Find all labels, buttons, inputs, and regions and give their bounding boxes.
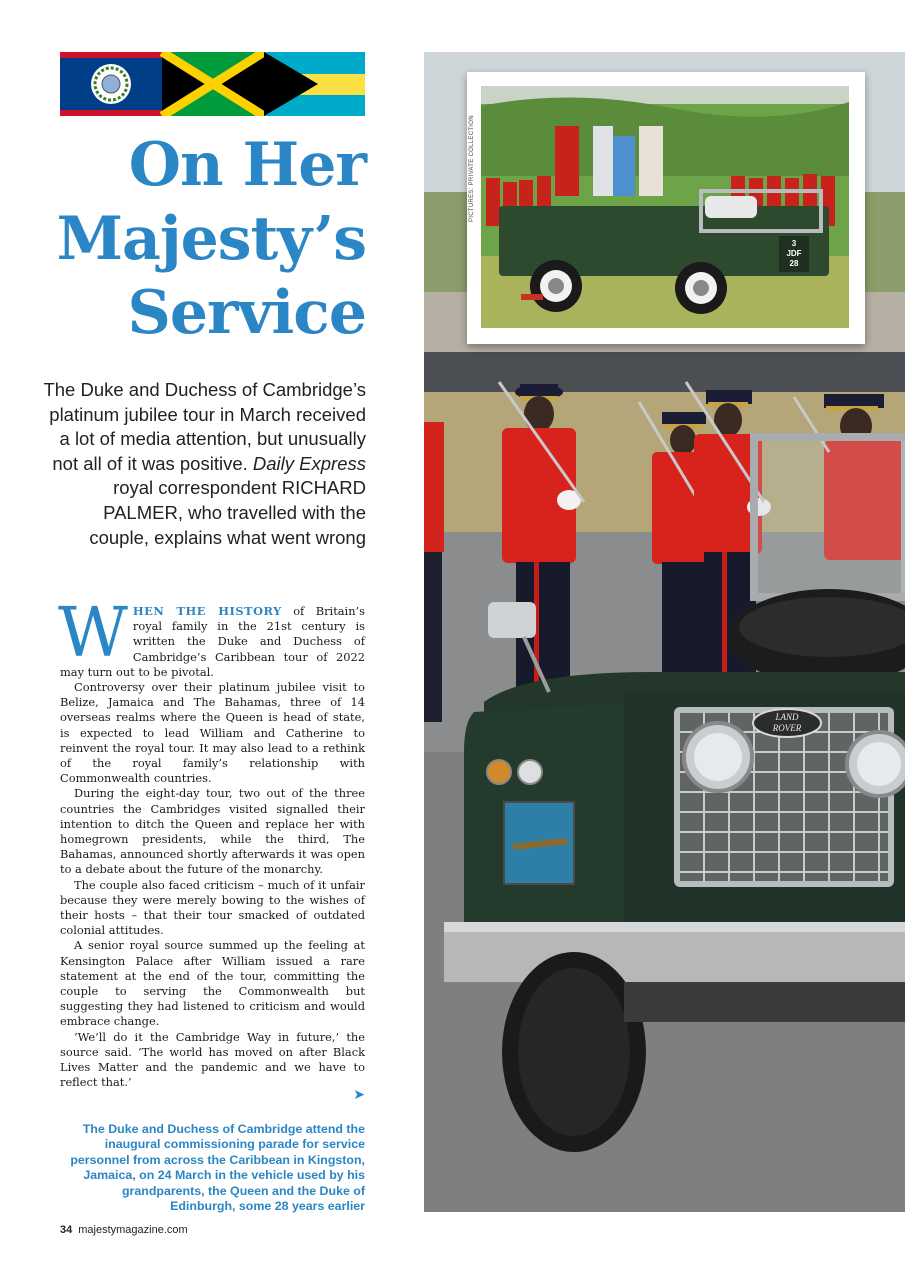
belize-flag <box>60 52 162 116</box>
badge-line-1: LAND <box>775 712 799 722</box>
queen-figure <box>613 136 635 196</box>
standfirst <box>40 378 366 550</box>
soldier-figure <box>424 422 444 722</box>
standfirst-text-1: The Duke and Duchess of Cambridge’s platinum jubilee tour in March received a lot of media attention, but unusually not all of it was positive. <box>43 379 366 474</box>
photo-credit: PICTURES: PRIVATE COLLECTION <box>469 115 475 222</box>
site-url: majestymagazine.com <box>78 1224 188 1236</box>
article-paragraph: During the eight-day tour, two out of the three countries the Cambridges visited signalled their intention to ditch the Queen and replace her with homegrown presidents, while the third, The Bahamas, announced shortly afterwards it was open to a debate about the future of the monarchy. <box>60 786 365 877</box>
article-paragraph <box>58 594 366 680</box>
inset-photo <box>467 72 865 344</box>
lead-in: HEN THE HISTORY <box>132 604 282 618</box>
plate-line-2: JDF <box>786 249 802 258</box>
paragraph-1-text: of Britain’s royal family in the 21st century is written the Duke and Duchess of Cambridge’s Caribbean tour of 2022 may turn out to be pivotal. <box>60 604 366 679</box>
standfirst-text-2: royal correspondent RICHARD PALMER, who travelled with the couple, explains what went wrong <box>89 477 366 548</box>
prince-figure <box>593 126 613 196</box>
duke-figure <box>639 126 663 196</box>
article-paragraph: A senior royal source summed up the feeling at Kensington Palace after William issued a rare statement at the end of the tour, committing the couple to serving the Commonwealth but suggesting they had listened to criticism and would embrace change. <box>60 938 365 1029</box>
article-paragraph: The couple also faced criticism – much of it unfair because they were merely bowing to the wishes of their hosts – that their tour smacked of outdated colonial attitudes. <box>60 877 365 938</box>
bahamas-flag <box>264 52 365 116</box>
plate-line-3: 28 <box>789 259 799 268</box>
jamaica-flag <box>162 52 264 116</box>
headline-line-1: On Her <box>128 130 366 200</box>
article-paragraph: ‘We’ll do it the Cambridge Way in future,’ the source said. ‘The world has moved on after Black Lives Matter and the pandemic and we have to reflect that.’ <box>60 1029 365 1090</box>
headline-line-3: Service <box>127 278 366 348</box>
headline-line-2: Majesty’s <box>56 204 366 274</box>
badge-line-2: ROVER <box>772 723 802 733</box>
inset-photo-image <box>481 86 849 328</box>
flags-strip <box>60 52 365 116</box>
headline <box>40 128 366 350</box>
article-paragraph: Controversy over their platinum jubilee visit to Belize, Jamaica and The Bahamas, three of 14 overseas realms where the Queen is head of state, is expected to lead William and Catherine to reinvent the royal tour. It may also lead to a rethink of the royal family’s relationship with Commonwealth countries. <box>60 680 365 786</box>
officer-figure <box>555 126 579 196</box>
article-body <box>58 594 366 1103</box>
plate-line-1: 3 <box>791 239 797 248</box>
continue-arrow-icon: ➤ <box>353 1086 365 1103</box>
photo-caption: The Duke and Duchess of Cambridge attend the inaugural commissioning parade for service personnel from across the Caribbean in Kingston, Jamaica, on 24 March in the vehicle used by his grandparents, the Queen and the Duke of Edinburgh, some 28 years earlier <box>70 1122 365 1214</box>
drop-cap: W <box>58 594 128 673</box>
standfirst-publication: Daily Express <box>252 452 366 474</box>
folio <box>60 1224 188 1236</box>
page-number: 34 <box>60 1224 73 1236</box>
